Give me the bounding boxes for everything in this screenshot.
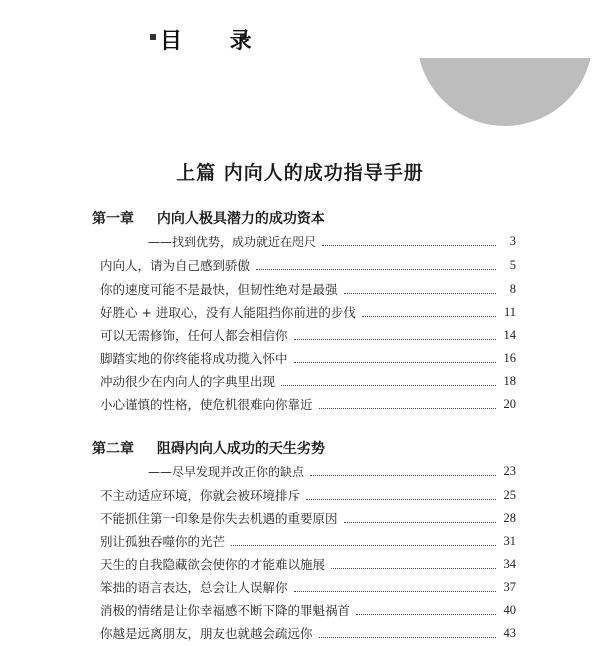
- leader-dots: [356, 613, 496, 615]
- toc-entry[interactable]: [100, 508, 516, 528]
- toc-entry[interactable]: [100, 485, 516, 505]
- entry-label: 消极的情绪是让你幸福感不断下降的罪魁祸首: [100, 603, 351, 618]
- leader-dots: [281, 384, 496, 386]
- chapter-title: [92, 208, 325, 228]
- page-number: 16: [503, 350, 516, 365]
- page-number: 28: [503, 510, 516, 525]
- entry-label: 别让孤独吞噬你的光芒: [100, 534, 226, 549]
- leader-dots: [344, 521, 496, 523]
- leader-dots: [294, 361, 496, 363]
- chapter-title: [92, 438, 325, 458]
- leader-dots: [331, 567, 496, 569]
- toc-entry[interactable]: [100, 531, 516, 551]
- chapter-name: 阻碍内向人成功的天生劣势: [156, 441, 325, 457]
- page-number: 31: [503, 533, 516, 548]
- toc-entry[interactable]: [100, 554, 516, 574]
- leader-dots: [322, 244, 496, 246]
- toc-entry-subtitle[interactable]: [148, 231, 516, 251]
- leader-dots: [319, 636, 496, 638]
- leader-dots: [306, 498, 496, 500]
- toc-entry[interactable]: [100, 302, 516, 322]
- entry-label: 冲动很少在内向人的字典里出现: [100, 374, 276, 389]
- toc-entry[interactable]: [100, 348, 516, 368]
- page-number: 40: [503, 602, 516, 617]
- toc-entry[interactable]: [100, 394, 516, 414]
- entry-label: 不主动适应环境，你就会被环境排斥: [100, 488, 301, 503]
- entry-label: 内向人，请为自己感到骄傲: [100, 258, 251, 273]
- toc-entry[interactable]: [100, 255, 516, 275]
- page-number: 5: [509, 257, 516, 272]
- page-number: 23: [503, 463, 516, 478]
- page-number: 20: [503, 396, 516, 411]
- leader-dots: [256, 268, 496, 270]
- leader-dots: [344, 292, 496, 294]
- chapter-number: 第一章: [92, 211, 134, 227]
- entry-label: 天生的自我隐藏欲会使你的才能难以施展: [100, 557, 326, 572]
- leader-dots: [362, 315, 496, 317]
- chapter-name: 内向人极具潜力的成功资本: [156, 211, 325, 227]
- page-number: 37: [503, 579, 516, 594]
- toc-entry[interactable]: [100, 279, 516, 299]
- entry-label: 脚踏实地的你终能将成功揽入怀中: [100, 351, 288, 366]
- toc-entry[interactable]: [100, 325, 516, 345]
- entry-label: ——找到优势，成功就近在咫尺: [148, 234, 317, 249]
- page-number: 14: [503, 327, 516, 342]
- leader-dots: [231, 544, 496, 546]
- page-number: 18: [503, 373, 516, 388]
- leader-dots: [294, 338, 496, 340]
- toc-entry[interactable]: [100, 623, 516, 643]
- entry-label: 你越是远离朋友，朋友也就越会疏远你: [100, 626, 313, 641]
- entry-label: 你的速度可能不是最快，但韧性绝对是最强: [100, 282, 338, 297]
- page-number: 3: [509, 233, 516, 248]
- toc-title: 目 录: [160, 29, 272, 54]
- toc-entry[interactable]: [100, 577, 516, 597]
- entry-label: 小心谨慎的性格，使危机很难向你靠近: [100, 397, 313, 412]
- page-number: 8: [509, 281, 516, 296]
- page-number: 34: [503, 556, 516, 571]
- title-decoration: [0, 20, 600, 60]
- entry-label: 笨拙的语言表达，总会让人误解你: [100, 580, 288, 595]
- chapter-number: 第二章: [92, 441, 134, 457]
- leader-dots: [294, 590, 496, 592]
- toc-entry-subtitle[interactable]: [148, 461, 516, 481]
- leader-dots: [319, 407, 496, 409]
- entry-label: 不能抓住第一印象是你失去机遇的重要原因: [100, 511, 338, 526]
- entry-label: ——尽早发现并改正你的缺点: [148, 464, 305, 479]
- leader-dots: [310, 474, 496, 476]
- page-number: 43: [503, 625, 516, 640]
- page-number: 11: [503, 304, 516, 319]
- entry-label: 可以无需修饰，任何人都会相信你: [100, 328, 288, 343]
- entry-label: 好胜心 + 进取心，没有人能阻挡你前进的步伐: [100, 305, 356, 320]
- toc-entry[interactable]: [100, 600, 516, 620]
- page-number: 25: [503, 487, 516, 502]
- toc-entry[interactable]: [100, 371, 516, 391]
- part-title: 上篇 内向人的成功指导手册: [176, 162, 424, 184]
